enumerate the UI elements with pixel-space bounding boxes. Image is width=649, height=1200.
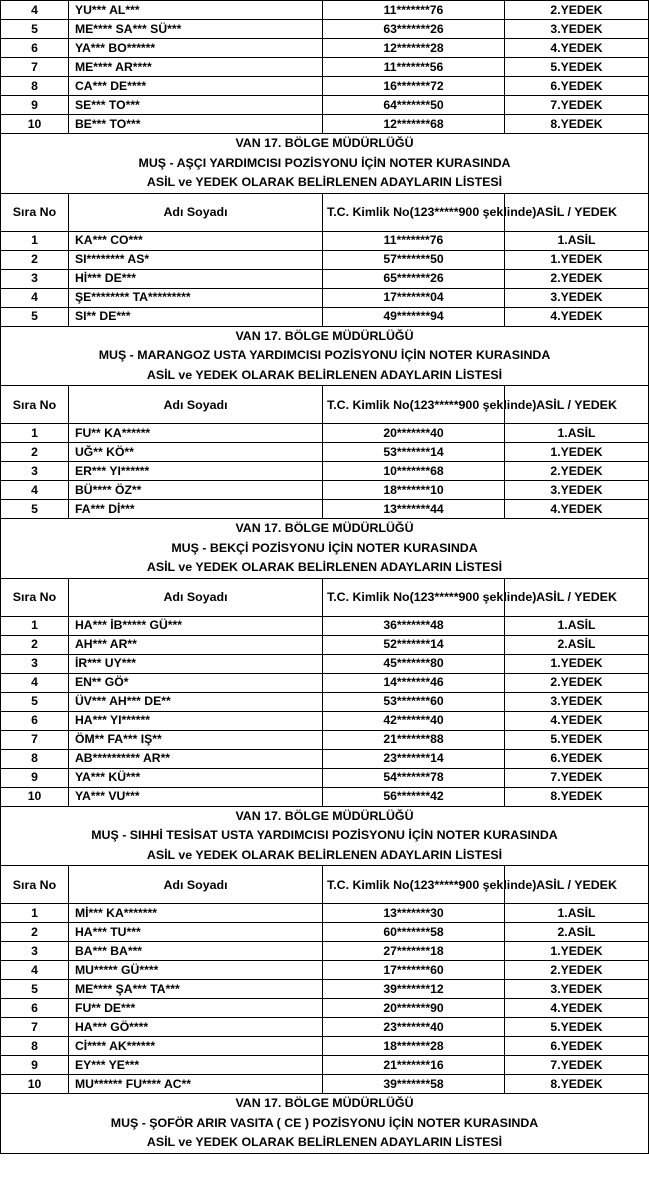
cell-tc-kimlik-no: 49*******94 xyxy=(323,307,505,326)
cell-adi-soyadi: EN** GÖ* xyxy=(69,673,323,692)
cell-asil-yedek: 4.YEDEK xyxy=(505,711,649,730)
section-title-row xyxy=(1,1094,649,1154)
cell-adi-soyadi: MU***** GÜ**** xyxy=(69,961,323,980)
cell-tc-kimlik-no: 23*******40 xyxy=(323,1018,505,1037)
cell-asil-yedek: 4.YEDEK xyxy=(505,307,649,326)
cell-tc-kimlik-no: 11*******76 xyxy=(323,231,505,250)
header-adi-soyadi: Adı Soyadı xyxy=(69,866,323,904)
cell-asil-yedek: 1.ASİL xyxy=(505,616,649,635)
cell-tc-kimlik-no: 23*******14 xyxy=(323,749,505,768)
cell-adi-soyadi: HA*** GÖ**** xyxy=(69,1018,323,1037)
cell-asil-yedek: 5.YEDEK xyxy=(505,58,649,77)
cell-adi-soyadi: FA*** Dİ*** xyxy=(69,500,323,519)
header-asil-yedek: ASİL / YEDEK xyxy=(505,386,649,424)
table-row xyxy=(1,481,649,500)
section-title-line: MUŞ - SIHHİ TESİSAT USTA YARDIMCISI POZİSYONU İÇİN NOTER KURASINDA xyxy=(91,828,558,842)
header-tc-kimlik-no xyxy=(323,866,537,904)
cell-tc-kimlik-no: 13*******44 xyxy=(323,500,505,519)
table-row xyxy=(1,443,649,462)
cell-sira-no: 9 xyxy=(1,1056,69,1075)
cell-asil-yedek: 5.YEDEK xyxy=(505,730,649,749)
cell-asil-yedek: 7.YEDEK xyxy=(505,1056,649,1075)
cell-sira-no: 10 xyxy=(1,1075,69,1094)
cell-asil-yedek: 3.YEDEK xyxy=(505,481,649,500)
cell-tc-kimlik-no: 21*******88 xyxy=(323,730,505,749)
cell-asil-yedek: 5.YEDEK xyxy=(505,1018,649,1037)
table-row xyxy=(1,1018,649,1037)
cell-sira-no: 4 xyxy=(1,288,69,307)
cell-sira-no: 2 xyxy=(1,250,69,269)
cell-asil-yedek: 4.YEDEK xyxy=(505,500,649,519)
cell-sira-no: 2 xyxy=(1,923,69,942)
cell-asil-yedek: 2.ASİL xyxy=(505,923,649,942)
table-row xyxy=(1,654,649,673)
cell-asil-yedek: 1.YEDEK xyxy=(505,250,649,269)
section-title-line: VAN 17. BÖLGE MÜDÜRLÜĞÜ xyxy=(235,808,414,823)
cell-asil-yedek: 7.YEDEK xyxy=(505,768,649,787)
cell-asil-yedek: 2.YEDEK xyxy=(505,269,649,288)
cell-adi-soyadi: ME**** AR**** xyxy=(69,58,323,77)
cell-adi-soyadi: HA*** YI****** xyxy=(69,711,323,730)
cell-tc-kimlik-no: 36*******48 xyxy=(323,616,505,635)
header-adi-soyadi: Adı Soyadı xyxy=(69,386,323,424)
cell-tc-kimlik-no: 39*******12 xyxy=(323,980,505,999)
section-title-row xyxy=(1,134,649,194)
table-row xyxy=(1,768,649,787)
table-row xyxy=(1,980,649,999)
cell-adi-soyadi: ÜV*** AH*** DE** xyxy=(69,692,323,711)
cell-tc-kimlik-no: 45*******80 xyxy=(323,654,505,673)
cell-sira-no: 8 xyxy=(1,77,69,96)
table-row xyxy=(1,673,649,692)
section-title-row xyxy=(1,806,649,866)
cell-tc-kimlik-no: 65*******26 xyxy=(323,269,505,288)
cell-adi-soyadi: YA*** KÜ*** xyxy=(69,768,323,787)
cell-adi-soyadi: BE*** TO*** xyxy=(69,115,323,134)
section-title-line: MUŞ - BEKÇİ POZİSYONU İÇİN NOTER KURASINDA xyxy=(171,540,478,555)
cell-sira-no: 2 xyxy=(1,635,69,654)
cell-tc-kimlik-no: 56*******42 xyxy=(323,787,505,806)
cell-adi-soyadi: KA*** CO*** xyxy=(69,231,323,250)
cell-adi-soyadi: FU** DE*** xyxy=(69,999,323,1018)
cell-tc-kimlik-no: 17*******60 xyxy=(323,961,505,980)
cell-adi-soyadi: YA*** BO****** xyxy=(69,39,323,58)
cell-tc-kimlik-no: 39*******58 xyxy=(323,1075,505,1094)
cell-asil-yedek: 6.YEDEK xyxy=(505,77,649,96)
section-title xyxy=(1,519,649,579)
cell-tc-kimlik-no: 12*******28 xyxy=(323,39,505,58)
cell-tc-kimlik-no: 20*******90 xyxy=(323,999,505,1018)
cell-tc-kimlik-no: 17*******04 xyxy=(323,288,505,307)
section-title xyxy=(1,1094,649,1154)
header-tc-line2: (123*****900 şeklinde) xyxy=(409,877,537,892)
cell-adi-soyadi: SI** DE*** xyxy=(69,307,323,326)
cell-asil-yedek: 2.YEDEK xyxy=(505,462,649,481)
cell-tc-kimlik-no: 13*******30 xyxy=(323,904,505,923)
section-title-line: MUŞ - AŞÇI YARDIMCISI POZİSYONU İÇİN NOTER KURASINDA xyxy=(138,155,511,170)
cell-adi-soyadi: YU*** AL*** xyxy=(69,1,323,20)
table-row xyxy=(1,1075,649,1094)
table-header-row xyxy=(1,193,649,231)
cell-asil-yedek: 6.YEDEK xyxy=(505,1037,649,1056)
cell-tc-kimlik-no: 57*******50 xyxy=(323,250,505,269)
section-title-row xyxy=(1,519,649,579)
cell-sira-no: 4 xyxy=(1,961,69,980)
cell-adi-soyadi: ME**** SA*** SÜ*** xyxy=(69,20,323,39)
cell-tc-kimlik-no: 42*******40 xyxy=(323,711,505,730)
section-title-line: ASİL ve YEDEK OLARAK BELİRLENEN ADAYLARIN LİSTESİ xyxy=(146,560,503,574)
table-row xyxy=(1,77,649,96)
table-row xyxy=(1,923,649,942)
header-sira-no: Sıra No xyxy=(1,578,69,616)
cell-asil-yedek: 3.YEDEK xyxy=(505,20,649,39)
header-tc-line2: (123*****900 şeklinde) xyxy=(409,397,537,412)
cell-adi-soyadi: ÖM** FA*** IŞ** xyxy=(69,730,323,749)
cell-sira-no: 4 xyxy=(1,1,69,20)
cell-adi-soyadi: BA*** BA*** xyxy=(69,942,323,961)
cell-asil-yedek: 7.YEDEK xyxy=(505,96,649,115)
cell-sira-no: 3 xyxy=(1,654,69,673)
table-row xyxy=(1,730,649,749)
table-body xyxy=(1,1,649,1154)
section-title-line: ASİL ve YEDEK OLARAK BELİRLENEN ADAYLARIN LİSTESİ xyxy=(146,175,503,189)
cell-sira-no: 5 xyxy=(1,20,69,39)
cell-adi-soyadi: SI******** AS* xyxy=(69,250,323,269)
cell-adi-soyadi: HA*** TU*** xyxy=(69,923,323,942)
cell-asil-yedek: 1.ASİL xyxy=(505,424,649,443)
header-adi-soyadi: Adı Soyadı xyxy=(69,578,323,616)
header-tc-line2: (123*****900 şeklinde) xyxy=(409,205,537,219)
section-title-line: VAN 17. BÖLGE MÜDÜRLÜĞÜ xyxy=(235,136,414,150)
table-row xyxy=(1,999,649,1018)
table-row xyxy=(1,961,649,980)
table-row xyxy=(1,20,649,39)
cell-tc-kimlik-no: 11*******76 xyxy=(323,1,505,20)
table-row xyxy=(1,942,649,961)
cell-adi-soyadi: SE*** TO*** xyxy=(69,96,323,115)
header-asil-yedek: ASİL / YEDEK xyxy=(505,193,649,231)
cell-sira-no: 7 xyxy=(1,730,69,749)
cell-sira-no: 2 xyxy=(1,443,69,462)
header-sira-no: Sıra No xyxy=(1,193,69,231)
section-title-line: ASİL ve YEDEK OLARAK BELİRLENEN ADAYLARIN LİSTESİ xyxy=(146,367,503,382)
cell-sira-no: 9 xyxy=(1,768,69,787)
cell-asil-yedek: 3.YEDEK xyxy=(505,692,649,711)
table-row xyxy=(1,424,649,443)
section-title xyxy=(1,326,649,386)
section-title-line: VAN 17. BÖLGE MÜDÜRLÜĞÜ xyxy=(235,328,414,343)
cell-adi-soyadi: ER*** YI****** xyxy=(69,462,323,481)
table-row xyxy=(1,39,649,58)
cell-adi-soyadi: MU****** FU**** AC** xyxy=(69,1075,323,1094)
cell-adi-soyadi: EY*** YE*** xyxy=(69,1056,323,1075)
table-header-row xyxy=(1,866,649,904)
table-row xyxy=(1,96,649,115)
section-title xyxy=(1,806,649,866)
cell-sira-no: 8 xyxy=(1,1037,69,1056)
cell-adi-soyadi: CA*** DE**** xyxy=(69,77,323,96)
cell-adi-soyadi: HA*** İB***** GÜ*** xyxy=(69,616,323,635)
cell-tc-kimlik-no: 18*******28 xyxy=(323,1037,505,1056)
table-row xyxy=(1,307,649,326)
header-tc-kimlik-no xyxy=(323,193,537,231)
header-tc-line1: T.C. Kimlik No xyxy=(327,877,410,892)
cell-sira-no: 1 xyxy=(1,231,69,250)
cell-tc-kimlik-no: 21*******16 xyxy=(323,1056,505,1075)
header-tc-line1: T.C. Kimlik No xyxy=(327,397,410,412)
cell-sira-no: 1 xyxy=(1,424,69,443)
header-sira-no: Sıra No xyxy=(1,386,69,424)
cell-sira-no: 8 xyxy=(1,749,69,768)
table-row xyxy=(1,904,649,923)
cell-sira-no: 4 xyxy=(1,481,69,500)
cell-tc-kimlik-no: 53*******14 xyxy=(323,443,505,462)
table-row xyxy=(1,616,649,635)
cell-asil-yedek: 4.YEDEK xyxy=(505,39,649,58)
section-title xyxy=(1,134,649,194)
header-tc-kimlik-no xyxy=(323,578,537,616)
cell-sira-no: 4 xyxy=(1,673,69,692)
header-tc-line1: T.C. Kimlik No xyxy=(327,205,410,219)
cell-sira-no: 6 xyxy=(1,39,69,58)
cell-asil-yedek: 2.ASİL xyxy=(505,635,649,654)
cell-asil-yedek: 1.YEDEK xyxy=(505,654,649,673)
cell-sira-no: 9 xyxy=(1,96,69,115)
table-row xyxy=(1,58,649,77)
table-row xyxy=(1,1,649,20)
cell-tc-kimlik-no: 53*******60 xyxy=(323,692,505,711)
table-row xyxy=(1,1037,649,1056)
table-row xyxy=(1,250,649,269)
header-asil-yedek: ASİL / YEDEK xyxy=(505,866,649,904)
cell-adi-soyadi: Mİ*** KA******* xyxy=(69,904,323,923)
cell-tc-kimlik-no: 63*******26 xyxy=(323,20,505,39)
section-title-line: MUŞ - ŞOFÖR ARIR VASITA ( CE ) POZİSYONU İÇİN NOTER KURASINDA xyxy=(110,1115,539,1130)
cell-sira-no: 5 xyxy=(1,980,69,999)
cell-asil-yedek: 6.YEDEK xyxy=(505,749,649,768)
cell-sira-no: 6 xyxy=(1,711,69,730)
header-tc-line1: T.C. Kimlik No xyxy=(327,590,410,604)
cell-sira-no: 3 xyxy=(1,942,69,961)
header-asil-yedek: ASİL / YEDEK xyxy=(505,578,649,616)
cell-sira-no: 6 xyxy=(1,999,69,1018)
header-tc-kimlik-no xyxy=(323,386,537,424)
section-title-line: MUŞ - MARANGOZ USTA YARDIMCISI POZİSYONU İÇİN NOTER KURASINDA xyxy=(98,348,551,362)
cell-sira-no: 3 xyxy=(1,462,69,481)
cell-tc-kimlik-no: 18*******10 xyxy=(323,481,505,500)
table-header-row xyxy=(1,386,649,424)
header-adi-soyadi: Adı Soyadı xyxy=(69,193,323,231)
cell-asil-yedek: 1.ASİL xyxy=(505,231,649,250)
cell-sira-no: 10 xyxy=(1,115,69,134)
cell-adi-soyadi: FU** KA****** xyxy=(69,424,323,443)
cell-tc-kimlik-no: 10*******68 xyxy=(323,462,505,481)
table-header-row xyxy=(1,578,649,616)
cell-adi-soyadi: AB********** AR** xyxy=(69,749,323,768)
cell-tc-kimlik-no: 64*******50 xyxy=(323,96,505,115)
cell-sira-no: 5 xyxy=(1,307,69,326)
table-row xyxy=(1,711,649,730)
table-row xyxy=(1,115,649,134)
cell-sira-no: 1 xyxy=(1,616,69,635)
cell-asil-yedek: 2.YEDEK xyxy=(505,1,649,20)
cell-asil-yedek: 3.YEDEK xyxy=(505,288,649,307)
table-row xyxy=(1,462,649,481)
table-row xyxy=(1,231,649,250)
table-row xyxy=(1,692,649,711)
cell-asil-yedek: 8.YEDEK xyxy=(505,1075,649,1094)
section-title-line: VAN 17. BÖLGE MÜDÜRLÜĞÜ xyxy=(235,1096,414,1110)
header-sira-no: Sıra No xyxy=(1,866,69,904)
cell-tc-kimlik-no: 14*******46 xyxy=(323,673,505,692)
table-row xyxy=(1,787,649,806)
section-title-line: VAN 17. BÖLGE MÜDÜRLÜĞÜ xyxy=(235,521,414,535)
cell-asil-yedek: 1.YEDEK xyxy=(505,443,649,462)
cell-asil-yedek: 1.ASİL xyxy=(505,904,649,923)
cell-sira-no: 10 xyxy=(1,787,69,806)
table-row xyxy=(1,749,649,768)
table-row xyxy=(1,635,649,654)
cell-adi-soyadi: ME**** ŞA*** TA*** xyxy=(69,980,323,999)
cell-adi-soyadi: Cİ**** AK****** xyxy=(69,1037,323,1056)
table-row xyxy=(1,500,649,519)
table-row xyxy=(1,269,649,288)
cell-adi-soyadi: BÜ**** ÖZ** xyxy=(69,481,323,500)
cell-asil-yedek: 4.YEDEK xyxy=(505,999,649,1018)
cell-sira-no: 5 xyxy=(1,692,69,711)
cell-asil-yedek: 8.YEDEK xyxy=(505,787,649,806)
cell-tc-kimlik-no: 52*******14 xyxy=(323,635,505,654)
table-row xyxy=(1,1056,649,1075)
cell-adi-soyadi: Hİ*** DE*** xyxy=(69,269,323,288)
section-title-row xyxy=(1,326,649,386)
cell-sira-no: 3 xyxy=(1,269,69,288)
cell-adi-soyadi: YA*** VU*** xyxy=(69,787,323,806)
section-title-line: ASİL ve YEDEK OLARAK BELİRLENEN ADAYLARIN LİSTESİ xyxy=(146,1135,503,1149)
cell-tc-kimlik-no: 27*******18 xyxy=(323,942,505,961)
section-title-line: ASİL ve YEDEK OLARAK BELİRLENEN ADAYLARIN LİSTESİ xyxy=(146,847,503,862)
cell-asil-yedek: 2.YEDEK xyxy=(505,961,649,980)
cell-adi-soyadi: ŞE******** TA********* xyxy=(69,288,323,307)
cell-adi-soyadi: İR*** UY*** xyxy=(69,654,323,673)
cell-tc-kimlik-no: 12*******68 xyxy=(323,115,505,134)
cell-tc-kimlik-no: 20*******40 xyxy=(323,424,505,443)
cell-tc-kimlik-no: 16*******72 xyxy=(323,77,505,96)
cell-adi-soyadi: AH*** AR** xyxy=(69,635,323,654)
cell-asil-yedek: 1.YEDEK xyxy=(505,942,649,961)
cell-tc-kimlik-no: 11*******56 xyxy=(323,58,505,77)
cell-asil-yedek: 8.YEDEK xyxy=(505,115,649,134)
cell-tc-kimlik-no: 60*******58 xyxy=(323,923,505,942)
cell-sira-no: 5 xyxy=(1,500,69,519)
cell-sira-no: 1 xyxy=(1,904,69,923)
cell-sira-no: 7 xyxy=(1,1018,69,1037)
table-row xyxy=(1,288,649,307)
header-tc-line2: (123*****900 şeklinde) xyxy=(409,590,537,604)
cell-asil-yedek: 3.YEDEK xyxy=(505,980,649,999)
cell-tc-kimlik-no: 54*******78 xyxy=(323,768,505,787)
cell-sira-no: 7 xyxy=(1,58,69,77)
cell-adi-soyadi: UĞ** KÖ** xyxy=(69,443,323,462)
cell-asil-yedek: 2.YEDEK xyxy=(505,673,649,692)
